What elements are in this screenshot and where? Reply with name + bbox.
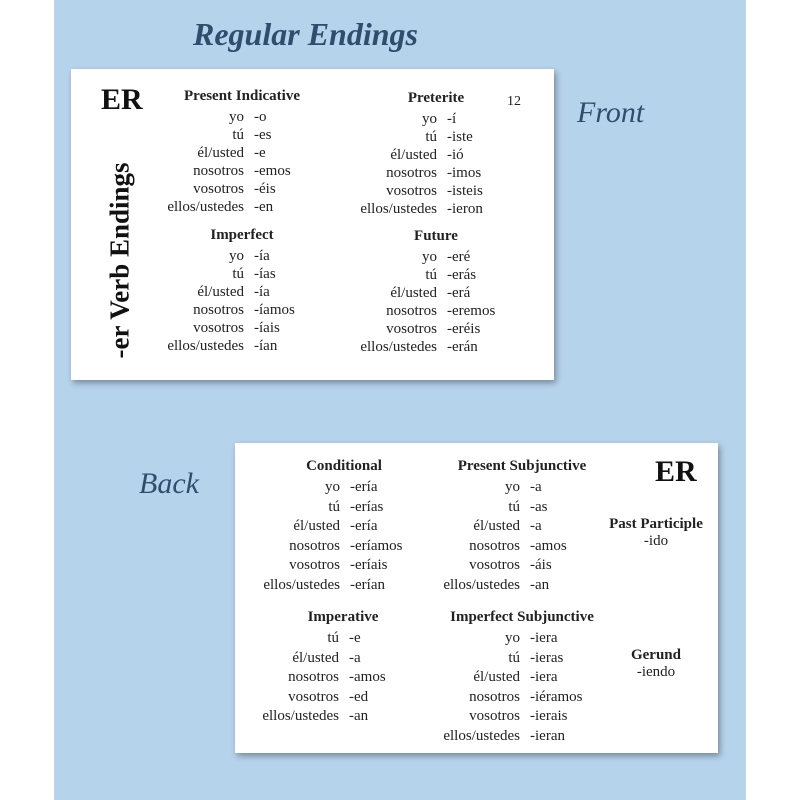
front-heading: Front	[577, 96, 645, 129]
pronoun: él/usted	[197, 284, 244, 300]
front-card	[71, 69, 554, 380]
pronoun: yo	[325, 479, 340, 495]
ending: -an	[349, 708, 369, 725]
ending: -an	[530, 576, 550, 593]
pronoun: nosotros	[193, 163, 244, 179]
ending: -eréis	[447, 321, 481, 337]
conjugation-row	[235, 707, 715, 727]
ending: -a	[530, 518, 542, 535]
ending: -éis	[254, 181, 276, 197]
pronoun: tú	[232, 266, 244, 282]
pronoun: vosotros	[469, 557, 520, 574]
pronoun: tú	[508, 649, 520, 666]
pronoun: tú	[425, 267, 437, 283]
pronoun: yo	[505, 630, 520, 646]
er-label: ER	[655, 455, 697, 488]
ending: -as	[530, 498, 548, 515]
tense-title: Imperative	[307, 609, 379, 625]
pronoun: él/usted	[197, 145, 244, 161]
pronoun: tú	[328, 498, 340, 515]
tense-title: Imperfect	[210, 227, 274, 243]
conjugation-row	[71, 248, 551, 266]
ending: -íamos	[254, 302, 295, 318]
ending: -eremos	[447, 303, 496, 319]
ending: -o	[254, 109, 267, 125]
pronoun: él/usted	[473, 518, 520, 535]
conjugation-row	[71, 338, 551, 356]
card-number: 12	[507, 94, 521, 109]
conjugation-row	[71, 200, 551, 218]
conjugation-row	[71, 128, 551, 146]
ending: -ierais	[530, 708, 568, 725]
pronoun: vosotros	[386, 183, 437, 199]
pronoun: ellos/ustedes	[360, 201, 437, 217]
pronoun: ellos/ustedes	[263, 576, 340, 593]
conjugation-row	[235, 629, 715, 649]
ending: -eríamos	[350, 537, 403, 554]
conjugation-row	[235, 498, 715, 518]
conjugation-row	[235, 688, 715, 708]
tense-title: Present Subjunctive	[457, 458, 587, 474]
ending: -erían	[350, 576, 385, 593]
conjugation-row	[235, 727, 715, 747]
conjugation-row	[235, 478, 715, 498]
ending: -áis	[530, 557, 552, 574]
tense-title: Future	[414, 228, 458, 244]
ending: -iera	[530, 669, 558, 686]
pronoun: ellos/ustedes	[262, 708, 339, 725]
ending: -ía	[254, 248, 270, 264]
ending: -ería	[350, 479, 378, 495]
ending: -ería	[350, 518, 378, 535]
ending: -a	[349, 649, 361, 666]
tense-title: Preterite	[407, 90, 465, 106]
gerund-title: Gerund	[630, 647, 681, 663]
ending: -erán	[447, 339, 478, 355]
pronoun: yo	[229, 109, 244, 125]
ending: -amos	[530, 537, 567, 554]
past-participle	[600, 516, 712, 550]
pronoun: él/usted	[390, 285, 437, 301]
pronoun: yo	[422, 111, 437, 127]
pronoun: tú	[425, 129, 437, 145]
ending: -í	[447, 111, 457, 127]
ending: -ías	[254, 266, 276, 282]
ending: -erás	[447, 267, 477, 283]
conjugation-row	[71, 284, 551, 302]
ending: -ed	[349, 688, 369, 705]
pronoun: yo	[229, 248, 244, 264]
conjugation-row	[235, 556, 715, 576]
pronoun: nosotros	[289, 537, 340, 554]
back-card	[235, 443, 718, 753]
pronoun: él/usted	[292, 649, 339, 666]
ending: -ía	[254, 284, 270, 300]
ending: -ió	[447, 147, 464, 163]
pronoun: nosotros	[193, 302, 244, 318]
ending: -en	[254, 199, 274, 215]
tense-title: Conditional	[306, 458, 382, 474]
ending: -iéramos	[530, 688, 583, 705]
ending: -amos	[349, 669, 386, 686]
ending: -erías	[350, 498, 384, 515]
pronoun: vosotros	[386, 321, 437, 337]
ending: -iera	[530, 630, 558, 646]
ending: -eríais	[350, 557, 388, 574]
pronoun: nosotros	[386, 303, 437, 319]
conjugation-row	[71, 266, 551, 284]
pronoun: ellos/ustedes	[167, 199, 244, 215]
pronoun: nosotros	[469, 688, 520, 705]
tense-title: Imperfect Subjunctive	[450, 609, 594, 625]
page-title: Regular Endings	[193, 16, 418, 52]
ending: -imos	[447, 165, 482, 181]
pronoun: tú	[508, 498, 520, 515]
pronoun: yo	[422, 249, 437, 265]
pronoun: ellos/ustedes	[443, 727, 520, 744]
pronoun: él/usted	[473, 669, 520, 686]
er-label: ER	[101, 83, 143, 116]
conjugation-row	[71, 110, 551, 128]
ending: -eré	[447, 249, 471, 265]
ending: -e	[349, 630, 361, 646]
pronoun: tú	[232, 127, 244, 143]
ending: -ieron	[447, 201, 483, 217]
ending: -e	[254, 145, 266, 161]
ending: -iste	[447, 129, 473, 145]
pronoun: él/usted	[390, 147, 437, 163]
ending: -es	[254, 127, 272, 143]
pronoun: nosotros	[386, 165, 437, 181]
ending: -erá	[447, 285, 471, 301]
gerund-ending: -iendo	[636, 664, 676, 680]
pronoun: ellos/ustedes	[360, 339, 437, 355]
ending: -a	[530, 479, 542, 495]
pronoun: vosotros	[193, 320, 244, 336]
past-participle-ending: -ido	[643, 533, 669, 549]
side-title: -er Verb Endings	[104, 162, 135, 359]
ending: -emos	[254, 163, 291, 179]
gerund	[600, 647, 712, 681]
ending: -ieras	[530, 649, 564, 666]
pronoun: nosotros	[469, 537, 520, 554]
tense-title: Present Indicative	[184, 88, 300, 104]
ending: -ieran	[530, 727, 565, 744]
past-participle-title: Past Participle	[609, 516, 703, 532]
pronoun: vosotros	[469, 708, 520, 725]
conjugation-row	[235, 576, 715, 596]
pronoun: ellos/ustedes	[167, 338, 244, 354]
conjugation-row	[71, 146, 551, 164]
back-heading: Back	[139, 467, 199, 500]
pronoun: ellos/ustedes	[443, 576, 520, 593]
pronoun: tú	[327, 630, 339, 646]
ending: -isteis	[447, 183, 483, 199]
conjugation-row	[71, 302, 551, 320]
pronoun: vosotros	[193, 181, 244, 197]
ending: -íais	[254, 320, 280, 336]
conjugation-row	[71, 164, 551, 182]
ending: -ían	[254, 338, 278, 354]
conjugation-row	[71, 182, 551, 200]
conjugation-row	[71, 320, 551, 338]
pronoun: él/usted	[293, 518, 340, 535]
pronoun: vosotros	[288, 688, 339, 705]
pronoun: yo	[505, 479, 520, 495]
pronoun: nosotros	[288, 669, 339, 686]
pronoun: vosotros	[289, 557, 340, 574]
